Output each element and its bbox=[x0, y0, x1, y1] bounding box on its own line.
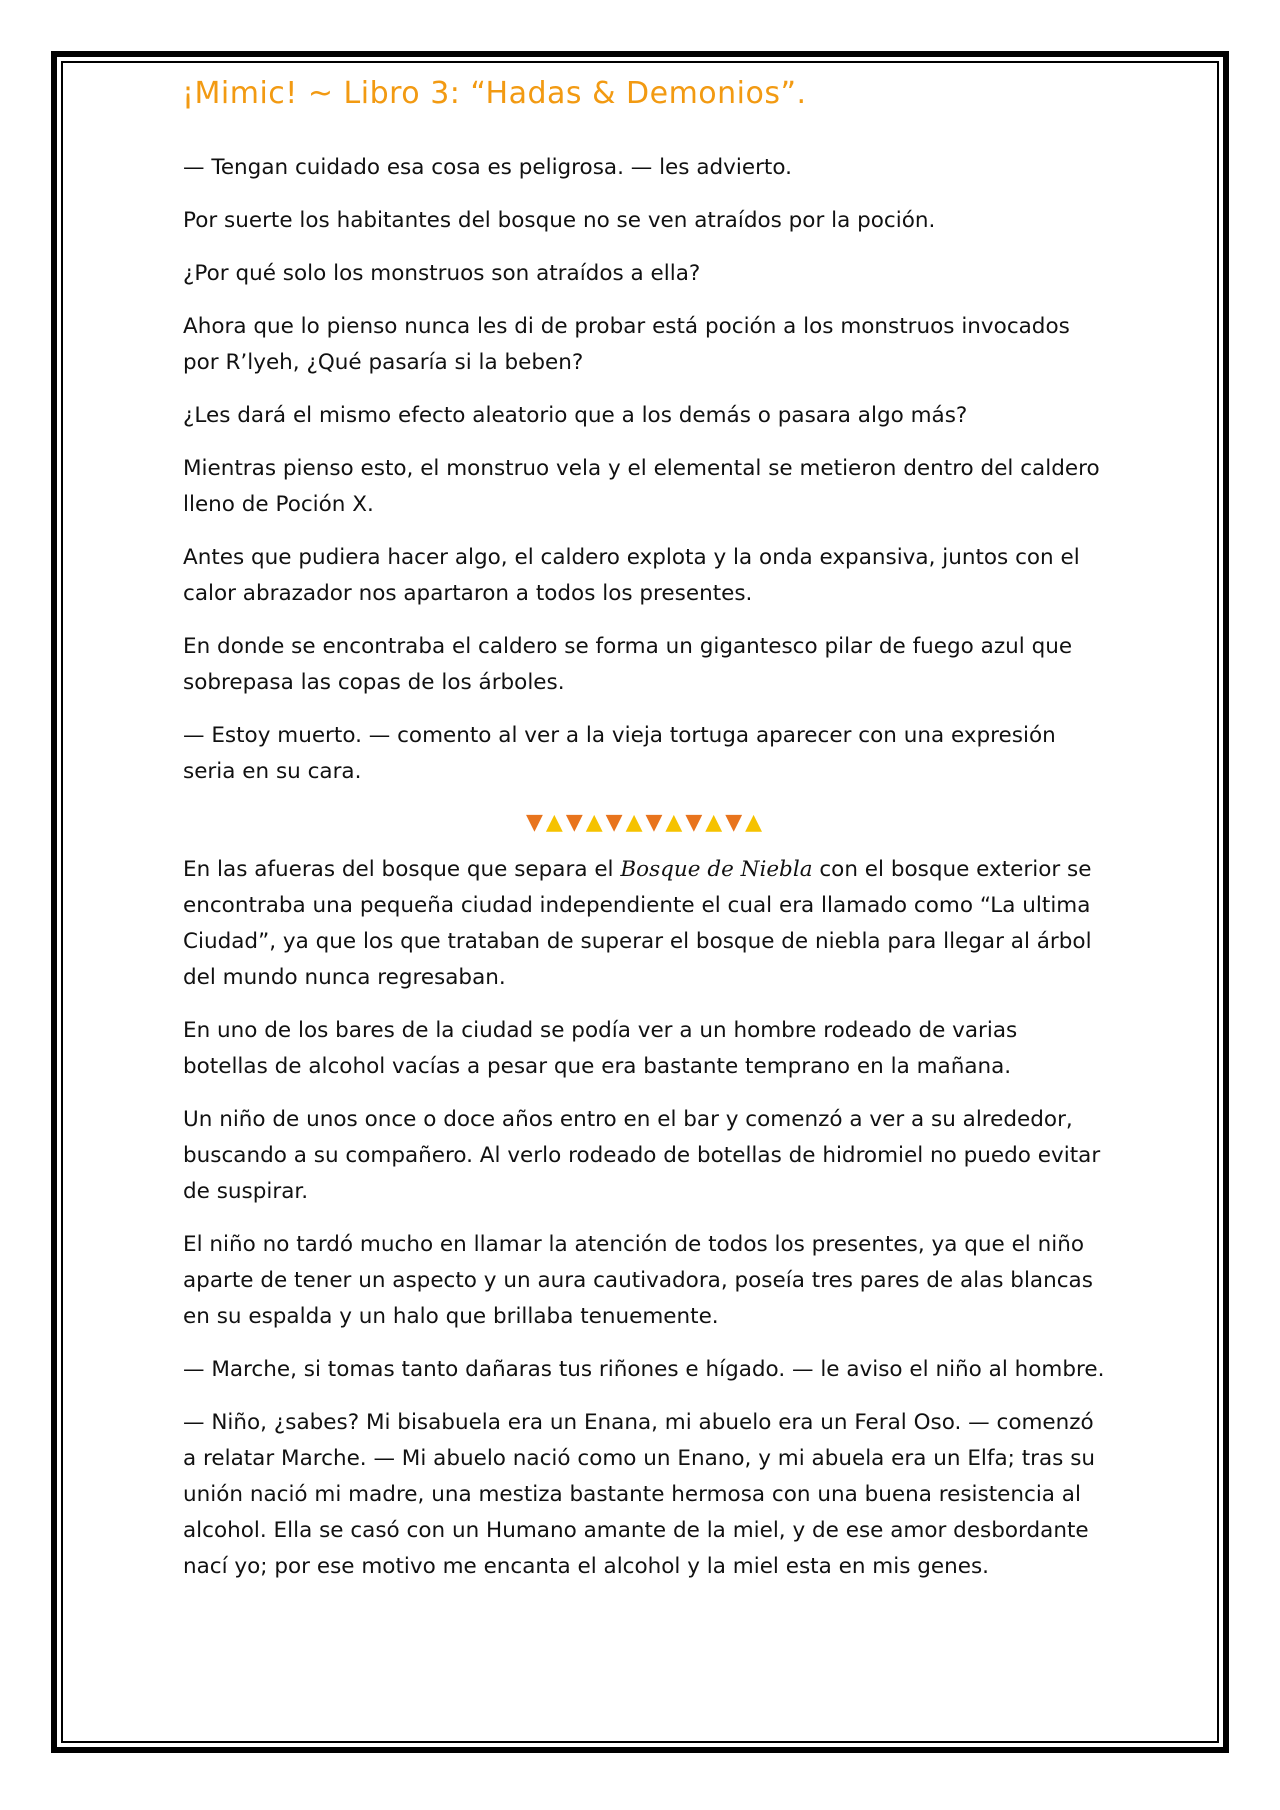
paragraph: En donde se encontraba el caldero se forma un gigantesco pilar de fuego azul que sobrepasa las copas de los árboles. bbox=[183, 634, 1073, 695]
triangle-up-icon: ▲ bbox=[545, 810, 566, 835]
paragraph: ¿Les dará el mismo efecto aleatorio que a los demás o pasara algo más? bbox=[183, 403, 968, 428]
paragraph: Mientras pienso esto, el monstruo vela y el elemental se metieron dentro del caldero lleno de Poción X. bbox=[183, 456, 1100, 517]
page-header-title: ¡Mimic! ~ Libro 3: “Hadas & Demonios”. bbox=[182, 76, 807, 111]
triangle-down-icon: ▼ bbox=[685, 810, 706, 835]
paragraph: Un niño de unos once o doce años entro en el bar y comenzó a ver a su alrededor, buscando a su compañero. Al verlo rodeado de botellas de hidromiel no puedo evitar de suspirar. bbox=[183, 1107, 1101, 1204]
triangle-up-icon: ▲ bbox=[745, 810, 766, 835]
triangle-down-icon: ▼ bbox=[565, 810, 586, 835]
paragraph: Ahora que lo pienso nunca les di de probar está poción a los monstruos invocados por R’lyeh, ¿Qué pasaría si la beben? bbox=[183, 314, 1070, 375]
place-name-emphasis: Bosque de Niebla bbox=[620, 857, 813, 882]
paragraph: — Tengan cuidado esa cosa es peligrosa. — les advierto. bbox=[183, 155, 792, 180]
paragraph-text: En las afueras del bosque que separa el bbox=[183, 857, 621, 882]
scene-break-divider bbox=[183, 805, 1108, 841]
paragraph: Por suerte los habitantes del bosque no se ven atraídos por la poción. bbox=[183, 208, 936, 233]
paragraph: — Niño, ¿sabes? Mi bisabuela era un Enana, mi abuelo era un Feral Oso. — comenzó a relatar Marche. — Mi abuelo nació como un Enano, y mi abuela era un Elfa; tras su unión nació mi madre, una mestiza bastante hermosa con una buena resistencia al alcohol. Ella se casó con un Humano amante de la miel, y de ese amor desbordante nací yo; por ese motivo me encanta el alcohol y la miel esta en mis genes. bbox=[183, 1410, 1096, 1579]
triangle-up-icon: ▲ bbox=[625, 810, 646, 835]
triangle-up-icon: ▲ bbox=[665, 810, 686, 835]
paragraph-text: con el bosque exterior se encontraba una pequeña ciudad independiente el cual era llamado como “La ultima Ciudad”, ya que los que trataban de superar el bosque de niebla para llegar al árbol del mundo nunca regresaban. bbox=[183, 857, 1092, 990]
triangle-up-icon: ▲ bbox=[705, 810, 726, 835]
paragraph: — Marche, si tomas tanto dañaras tus riñones e hígado. — le aviso el niño al hombre. bbox=[183, 1357, 1105, 1382]
triangle-down-icon: ▼ bbox=[605, 810, 626, 835]
triangle-down-icon: ▼ bbox=[725, 810, 746, 835]
paragraph: En uno de los bares de la ciudad se podía ver a un hombre rodeado de varias botellas de alcohol vacías a pesar que era bastante temprano en la mañana. bbox=[183, 1018, 1018, 1079]
triangle-down-icon: ▼ bbox=[525, 810, 546, 835]
document-body bbox=[183, 150, 1108, 1602]
paragraph: ¿Por qué solo los monstruos son atraídos a ella? bbox=[183, 261, 701, 286]
paragraph: — Estoy muerto. — comento al ver a la vieja tortuga aparecer con una expresión seria en su cara. bbox=[183, 723, 1056, 784]
triangle-down-icon: ▼ bbox=[645, 810, 666, 835]
paragraph: El niño no tardó mucho en llamar la atención de todos los presentes, ya que el niño aparte de tener un aspecto y un aura cautivadora, poseía tres pares de alas blancas en su espalda y un halo que brillaba tenuemente. bbox=[183, 1232, 1093, 1329]
paragraph bbox=[183, 852, 1108, 996]
paragraph: Antes que pudiera hacer algo, el caldero explota y la onda expansiva, juntos con el calor abrazador nos apartaron a todos los presentes. bbox=[183, 545, 1080, 606]
triangle-up-icon: ▲ bbox=[585, 810, 606, 835]
